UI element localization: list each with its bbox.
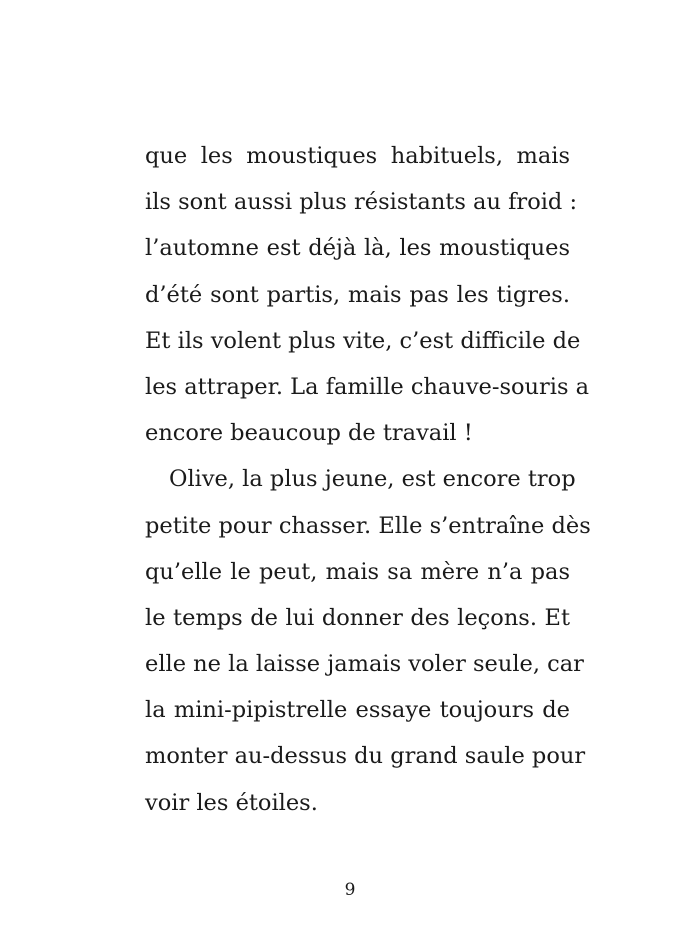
text-line: d’été sont partis, mais pas les tigres. xyxy=(145,281,570,308)
text-line: petite pour chasser. Elle s’entraîne dès xyxy=(145,512,591,539)
text-line: les attraper. La famille chauve-souris a xyxy=(145,373,590,400)
text-line: ils sont aussi plus résistants au froid : xyxy=(145,189,578,216)
text-line: encore beaucoup de travail ! xyxy=(145,420,473,447)
body-text xyxy=(145,133,591,826)
text-line: Et ils volent plus vite, c’est difficile de xyxy=(145,327,581,354)
text-line: le temps de lui donner des leçons. Et xyxy=(145,604,570,631)
text-line: monter au-dessus du grand saule pour xyxy=(145,743,586,770)
text-line: l’automne est déjà là, les moustiques xyxy=(145,235,570,262)
text-line: Olive, la plus jeune, est encore trop xyxy=(169,466,576,493)
text-line: elle ne la laisse jamais voler seule, car xyxy=(145,651,584,678)
text-line: que les moustiques habituels, mais xyxy=(145,143,570,169)
page-number: 9 xyxy=(344,880,356,900)
text-line: qu’elle le peut, mais sa mère n’a pas xyxy=(145,558,570,585)
text-line: voir les étoiles. xyxy=(145,789,318,816)
paragraph-2 xyxy=(145,456,591,826)
paragraph-1 xyxy=(145,133,590,456)
text-line: la mini-pipistrelle essaye toujours de xyxy=(145,697,570,724)
